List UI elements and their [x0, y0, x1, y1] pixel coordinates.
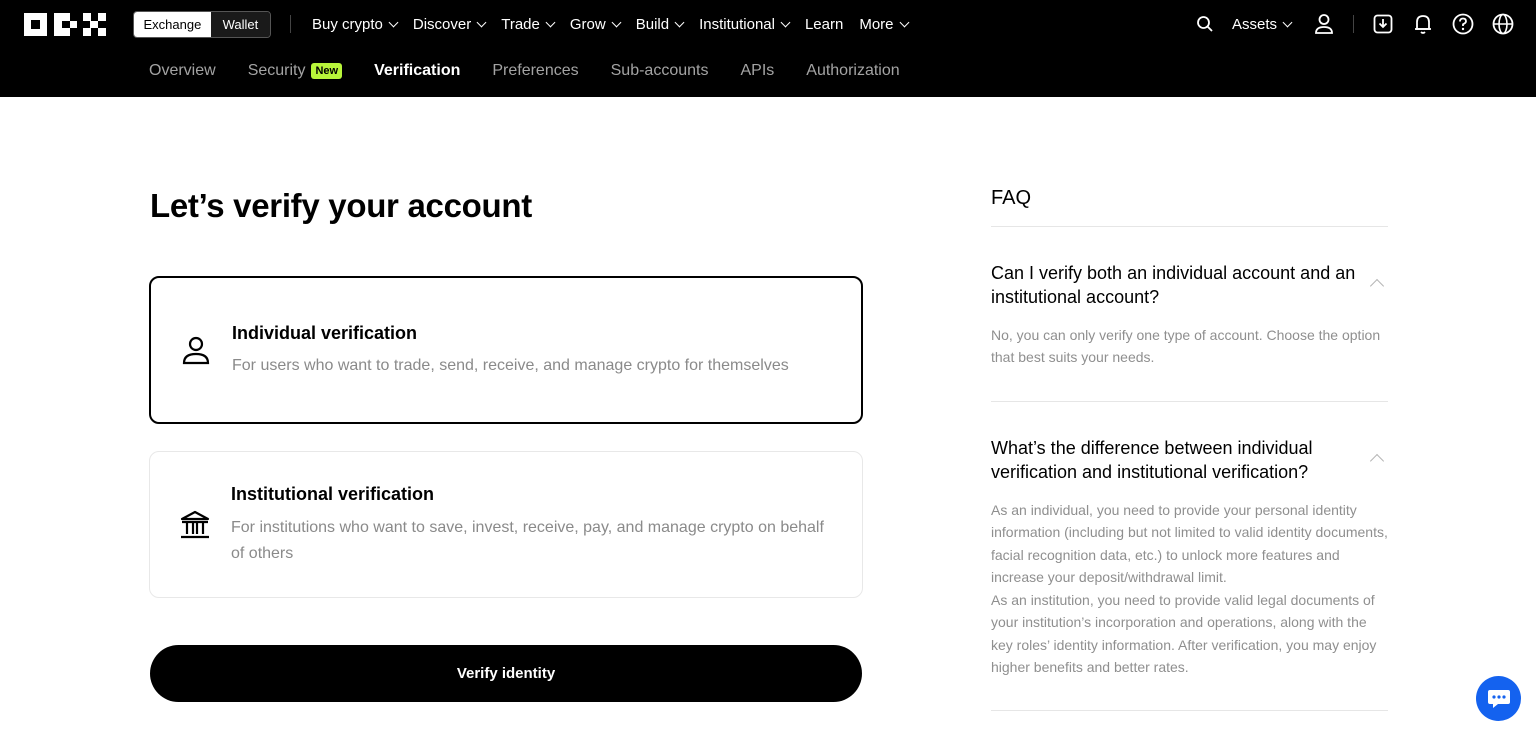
institutional-verification-option[interactable]	[149, 451, 863, 598]
bank-icon	[180, 510, 210, 542]
nav-grow[interactable]	[570, 13, 620, 35]
chevron-down-icon	[388, 17, 398, 27]
option-title: Individual verification	[232, 323, 418, 343]
tools-divider	[1353, 15, 1354, 33]
tab-security[interactable]	[248, 62, 342, 80]
verify-identity-button[interactable]: Verify identity	[150, 645, 862, 702]
chevron-down-icon	[1283, 17, 1293, 27]
globe-icon[interactable]	[1492, 13, 1514, 35]
option-title: Institutional verification	[231, 484, 435, 504]
download-icon[interactable]	[1372, 13, 1394, 35]
faq-title: FAQ	[991, 187, 1032, 209]
exchange-toggle[interactable]: Exchange	[134, 12, 211, 37]
header-tools	[1176, 11, 1514, 37]
nav-label: More	[859, 15, 894, 33]
tab-apis[interactable]: APIs	[740, 62, 775, 79]
tab-authorization[interactable]: Authorization	[806, 62, 900, 79]
assets-label: Assets	[1231, 15, 1277, 33]
individual-verification-option[interactable]	[149, 276, 863, 424]
chevron-up-icon[interactable]	[1370, 454, 1384, 468]
person-icon	[181, 335, 211, 367]
nav-trade[interactable]	[501, 13, 554, 35]
account-subnav	[149, 62, 932, 80]
search-icon[interactable]	[1194, 13, 1216, 35]
nav-label: Build	[635, 15, 670, 33]
user-icon[interactable]	[1313, 13, 1335, 35]
header-divider	[290, 15, 291, 33]
page-title: Let’s verify your account	[150, 187, 532, 224]
top-header	[0, 0, 1536, 97]
faq-question[interactable]: What’s the difference between individual verification and institutional verification?	[991, 438, 1313, 482]
okx-logo[interactable]	[24, 13, 106, 36]
chat-icon	[1487, 688, 1511, 710]
nav-more[interactable]	[859, 13, 907, 35]
chevron-up-icon[interactable]	[1370, 279, 1384, 293]
nav-label: Learn	[804, 15, 844, 33]
nav-label: Institutional	[699, 15, 775, 33]
faq-divider	[991, 401, 1388, 402]
faq-divider	[991, 226, 1388, 227]
tab-verification[interactable]: Verification	[374, 62, 461, 79]
faq-question[interactable]: Can I verify both an individual account and an institutional account?	[991, 263, 1356, 307]
chevron-down-icon	[781, 17, 791, 27]
nav-buy-crypto[interactable]	[312, 13, 397, 35]
option-description: For institutions who want to save, invest, receive, pay, and manage crypto on behalf of others	[231, 519, 824, 562]
faq-answer: As an institution, you need to provide valid legal documents of your institution’s incorporation and operations, along with the key roles’ identity information. After verification, you may enjoy higher benefits and better rates.	[991, 592, 1377, 676]
tab-label: Security	[247, 62, 306, 79]
tab-sub-accounts[interactable]: Sub-accounts	[610, 62, 709, 79]
nav-label: Buy crypto	[312, 15, 383, 33]
faq-divider	[991, 710, 1388, 711]
faq-answer: No, you can only verify one type of account. Choose the option that best suits your needs.	[991, 327, 1381, 366]
chevron-down-icon	[675, 17, 685, 27]
tab-preferences[interactable]: Preferences	[492, 62, 579, 79]
bell-icon[interactable]	[1412, 13, 1434, 35]
help-icon[interactable]	[1452, 13, 1474, 35]
chevron-down-icon	[477, 17, 487, 27]
tab-overview[interactable]: Overview	[149, 62, 216, 79]
exchange-wallet-toggle	[133, 11, 271, 38]
nav-label: Grow	[569, 15, 606, 33]
nav-label: Discover	[412, 15, 472, 33]
nav-discover[interactable]	[413, 13, 485, 35]
nav-institutional[interactable]	[699, 13, 789, 35]
chevron-down-icon	[899, 17, 909, 27]
nav-learn[interactable]	[805, 13, 843, 35]
chat-support-button[interactable]	[1476, 676, 1521, 721]
main-nav	[312, 13, 924, 35]
nav-build[interactable]	[636, 13, 683, 35]
option-description: For users who want to trade, send, receive, and manage crypto for themselves	[232, 357, 789, 374]
chevron-down-icon	[545, 17, 555, 27]
new-badge: New	[311, 63, 342, 79]
wallet-toggle[interactable]: Wallet	[211, 12, 270, 37]
chevron-down-icon	[611, 17, 621, 27]
faq-answer: As an individual, you need to provide your personal identity information (including but not limited to valid identity documents, facial recognition data, etc.) to unlock more features and increase your deposit/withdrawal limit.	[991, 502, 1388, 586]
assets-menu[interactable]	[1232, 16, 1291, 33]
nav-label: Trade	[501, 15, 540, 33]
